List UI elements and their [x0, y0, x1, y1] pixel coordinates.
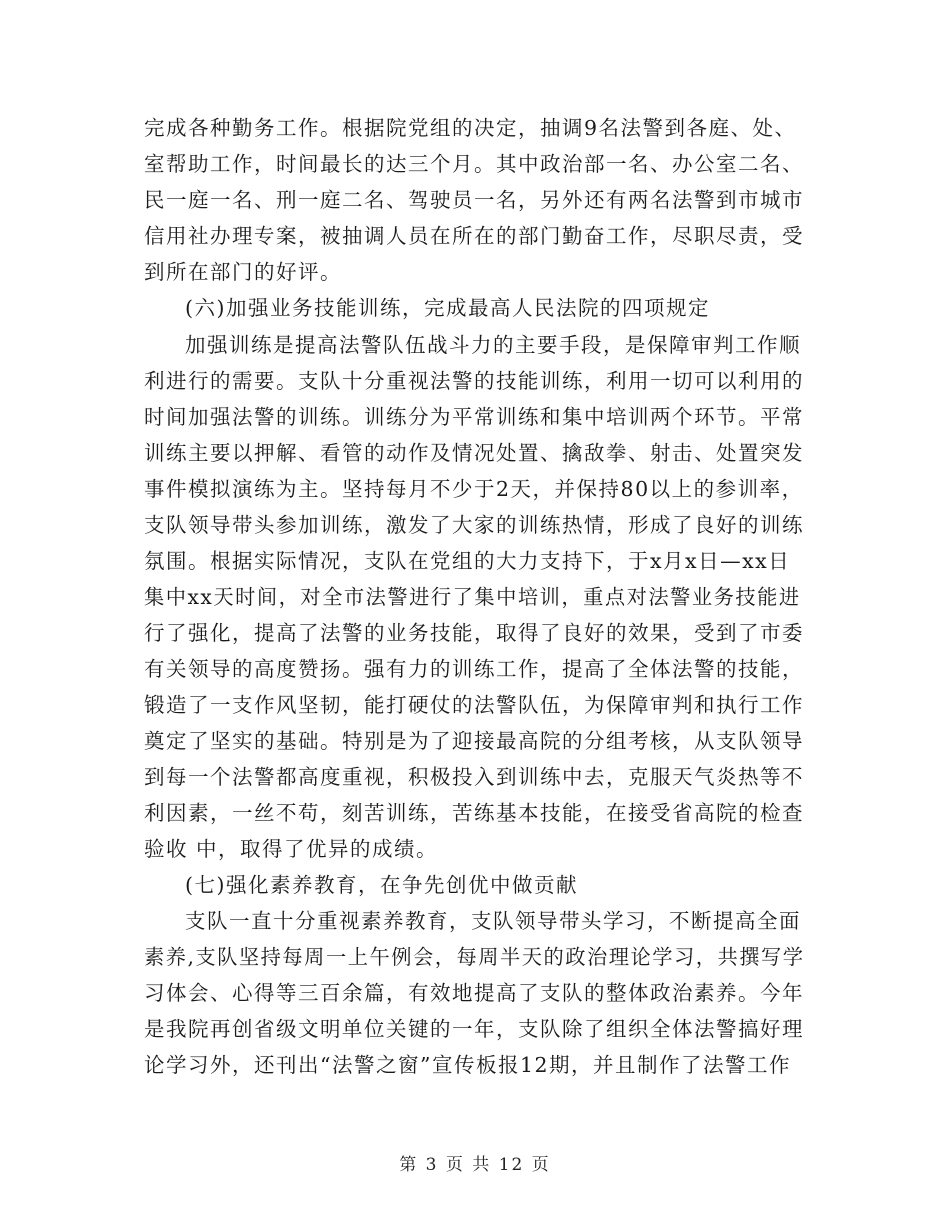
paragraph-first-line: 支队一直十分重视素养教育，支队领导带头学习，不断提高全面: [185, 909, 801, 933]
text-line: 信用社办理专案，被抽调人员在所在的部门勤奋工作，尽职尽责，受: [144, 224, 804, 248]
text-line: 到所在部门的好评。: [144, 260, 342, 284]
page-footer: 第 3 页 共 12 页: [399, 1155, 551, 1175]
text-line: 验收 中，取得了优异的成绩。: [144, 837, 439, 861]
text-line: 习体会、心得等三百余篇，有效地提高了支队的整体政治素养。今年: [144, 981, 804, 1005]
section-heading: (六)加强业务技能训练，完成最高人民法院的四项规定: [185, 296, 710, 320]
text-line: 民一庭一名、刑一庭二名、驾驶员一名，另外还有两名法警到市城市: [144, 188, 804, 212]
text-line: 锻造了一支作风坚韧，能打硬仗的法警队伍，为保障审判和执行工作: [144, 693, 804, 717]
paragraph-first-line: 加强训练是提高法警队伍战斗力的主要手段，是保障审判工作顺: [185, 333, 801, 357]
section-heading: (七)强化素养教育，在争先创优中做贡献: [185, 873, 578, 897]
text-line: 是我院再创省级文明单位关键的一年，支队除了组织全体法警搞好理: [144, 1017, 804, 1041]
text-line: 训练主要以押解、看管的动作及情况处置、擒敌拳、射击、处置突发: [144, 441, 804, 465]
text-line: 利因素，一丝不苟，刻苦训练，苦练基本技能，在接受省高院的检查: [144, 801, 804, 825]
text-line: 完成各种勤务工作。根据院党组的决定，抽调9名法警到各庭、处、: [144, 116, 797, 140]
text-line: 论学习外，还刊出“法警之窗”宣传板报12期，并且制作了法警工作: [144, 1053, 792, 1077]
text-line: 利进行的需要。支队十分重视法警的技能训练，利用一切可以利用的: [144, 369, 804, 393]
text-line: 事件模拟演练为主。坚持每月不少于2天，并保持80以上的参训率，: [144, 477, 804, 501]
text-line: 氛围。根据实际情况，支队在党组的大力支持下，于x月x日—xx日: [144, 549, 791, 573]
text-line: 集中xx天时间，对全市法警进行了集中培训，重点对法警业务技能进: [144, 585, 801, 609]
text-line: 到每一个法警都高度重视，积极投入到训练中去，克服天气炎热等不: [144, 765, 804, 789]
text-line: 支队领导带头参加训练，激发了大家的训练热情，形成了良好的训练: [144, 513, 804, 537]
text-line: 时间加强法警的训练。训练分为平常训练和集中培训两个环节。平常: [144, 405, 804, 429]
text-line: 有关领导的高度赞扬。强有力的训练工作，提高了全体法警的技能，: [144, 657, 804, 681]
text-line: 素养,支队坚持每周一上午例会，每周半天的政治理论学习，共撰写学: [144, 945, 805, 969]
text-line: 奠定了坚实的基础。特别是为了迎接最高院的分组考核，从支队领导: [144, 729, 804, 753]
text-line: 室帮助工作，时间最长的达三个月。其中政治部一名、办公室二名、: [144, 152, 804, 176]
text-line: 行了强化，提高了法警的业务技能，取得了良好的效果，受到了市委: [144, 621, 804, 645]
